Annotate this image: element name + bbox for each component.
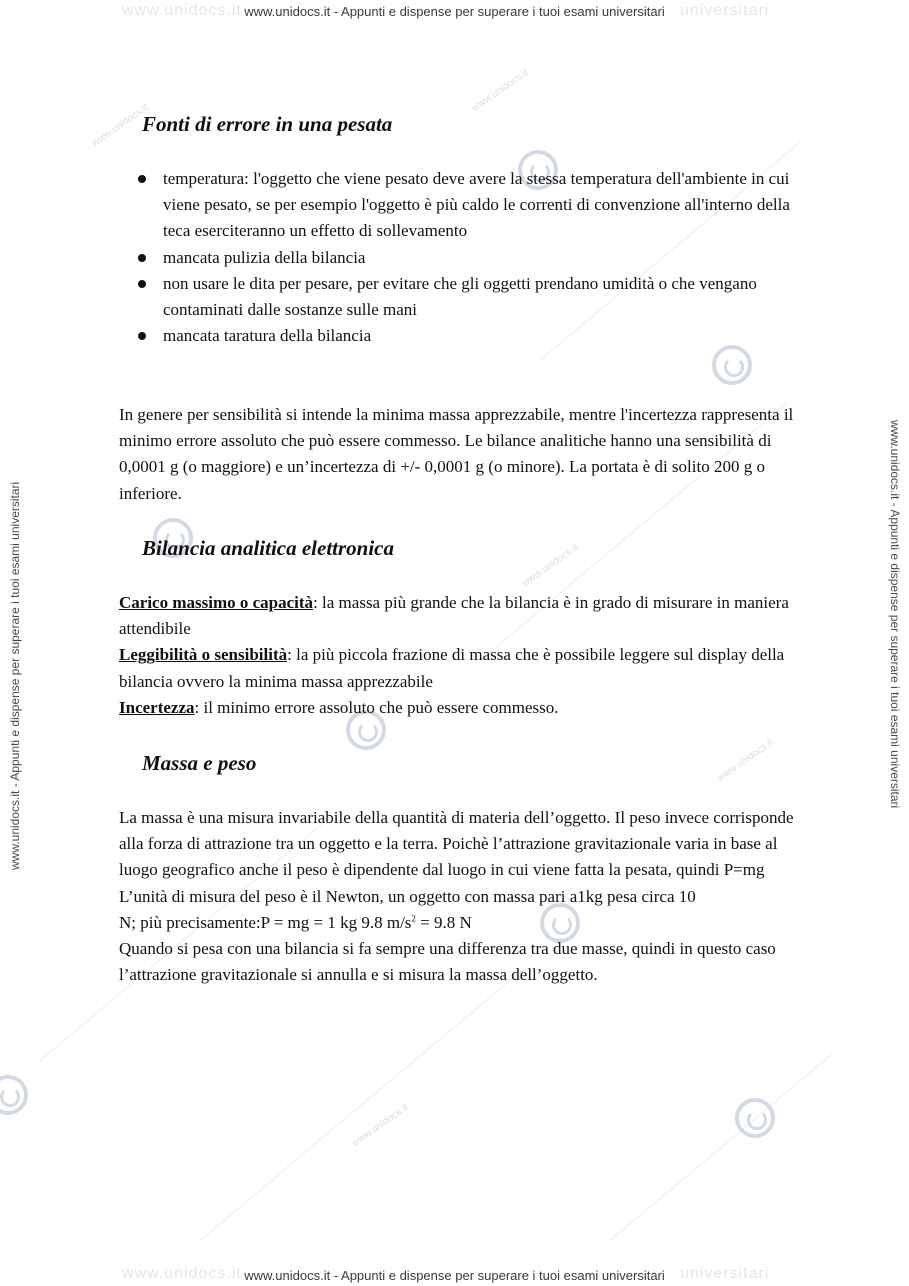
watermark-header: www.unidocs.it - Appunti e dispense per superare i tuoi esami universitari <box>244 4 665 19</box>
watermark-ghost-right: universitari <box>680 2 770 19</box>
definitions-block <box>119 590 809 721</box>
massa-peso-block <box>119 805 809 988</box>
watermark-diagonal-text: www.unidocs.it <box>715 737 776 785</box>
term-label: Leggibilità o sensibilità <box>119 645 288 665</box>
watermark-ghost-left-bottom: www.unidocs.it <box>122 1265 242 1282</box>
list-item: temperatura: l'oggetto che viene pesato deve avere la stessa temperatura dell'ambiente in cui viene pesato, se per esempio l'oggetto è più caldo le correnti di convenzione all'interno della teca eserciteranno un effetto di sollevamento <box>163 166 813 245</box>
watermark-footer: www.unidocs.it - Appunti e dispense per superare i tuoi esami universitari <box>244 1268 665 1283</box>
definition-capacita <box>119 590 809 642</box>
term-definition: : il minimo errore assoluto che può essere commesso. <box>194 697 559 717</box>
sensitivity-paragraph: In genere per sensibilità si intende la minima massa apprezzabile, mentre l'incertezza rappresenta il minimo errore assoluto che può essere commesso. Le bilance analitiche hanno una sensibilità di 0,0001 g (o maggiore) e un’incertezza di +/- 0,0001 g (o minore). La portata è di solito 200 g o inferiore. <box>119 405 794 503</box>
watermark-line <box>200 970 522 1241</box>
formula-result: = 9.8 N <box>415 912 472 932</box>
formula-text: N; più precisamente:P = mg = 1 kg 9.8 m/s <box>119 912 412 932</box>
term-label: Carico massimo o capacità <box>119 593 314 612</box>
massa-paragraph: La massa è una misura invariabile della quantità di materia dell’oggetto. Il peso invece corrisponde alla forza di attrazione tra un oggetto e la terra. Poichè l’attrazione gravitazionale varia in base al luogo geografico anche il peso è dipendente dal luogo in cui viene fatta la pesata, quindi P=mg <box>119 808 794 880</box>
list-item: mancata pulizia della bilancia <box>163 245 813 271</box>
watermark-diagonal-text: www.unidocs.it <box>90 102 151 150</box>
watermark-diagonal-text: www.unidocs.it <box>520 542 581 590</box>
section-title-massa-peso: Massa e peso <box>142 751 257 775</box>
watermark-logo-icon <box>735 1098 775 1138</box>
error-sources-list <box>163 166 813 349</box>
watermark-side-left: www.unidocs.it - Appunti e dispense per superare i tuoi esami universitari <box>8 481 22 870</box>
watermark-ghost-left: www.unidocs.it <box>122 2 242 19</box>
watermark-side-right: www.unidocs.it - Appunti e dispense per superare i tuoi esami universitari <box>888 420 902 809</box>
differenza-paragraph: Quando si pesa con una bilancia si fa sempre una differenza tra due masse, quindi in questo caso l’attrazione gravitazionale si annulla e si misura la massa dell’oggetto. <box>119 939 776 985</box>
watermark-diagonal-text: www.unidocs.it <box>350 1102 411 1150</box>
term-definition: : la più piccola frazione di massa che è possibile leggere sul display della bilancia ovvero la minima massa apprezzabile <box>119 645 785 691</box>
definition-leggibilita <box>119 642 809 694</box>
formula-exponent: 2 <box>411 913 416 924</box>
watermark-diagonal-text: www.unidocs.it <box>470 67 531 115</box>
term-definition: : la massa più grande che la bilancia è in grado di misurare in maniera attendibile <box>119 593 789 639</box>
newton-line-2 <box>119 910 809 936</box>
term-label: Incertezza <box>119 697 195 717</box>
watermark-line <box>610 1054 833 1241</box>
section-title-bilancia: Bilancia analitica elettronica <box>142 536 394 560</box>
watermark-logo-icon <box>0 1075 28 1115</box>
list-item: mancata taratura della bilancia <box>163 323 813 349</box>
watermark-logo-icon <box>712 345 752 385</box>
newton-line-1: L’unità di misura del peso è il Newton, un oggetto con massa pari a1kg pesa circa 10 <box>119 886 696 906</box>
section-title-fonti-errore: Fonti di errore in una pesata <box>142 112 393 136</box>
list-item: non usare le dita per pesare, per evitare che gli oggetti prendano umidità o che vengano contaminati dalle sostanze sulle mani <box>163 271 813 323</box>
definition-incertezza <box>119 695 809 721</box>
watermark-ghost-right-bottom: universitari <box>680 1265 770 1282</box>
